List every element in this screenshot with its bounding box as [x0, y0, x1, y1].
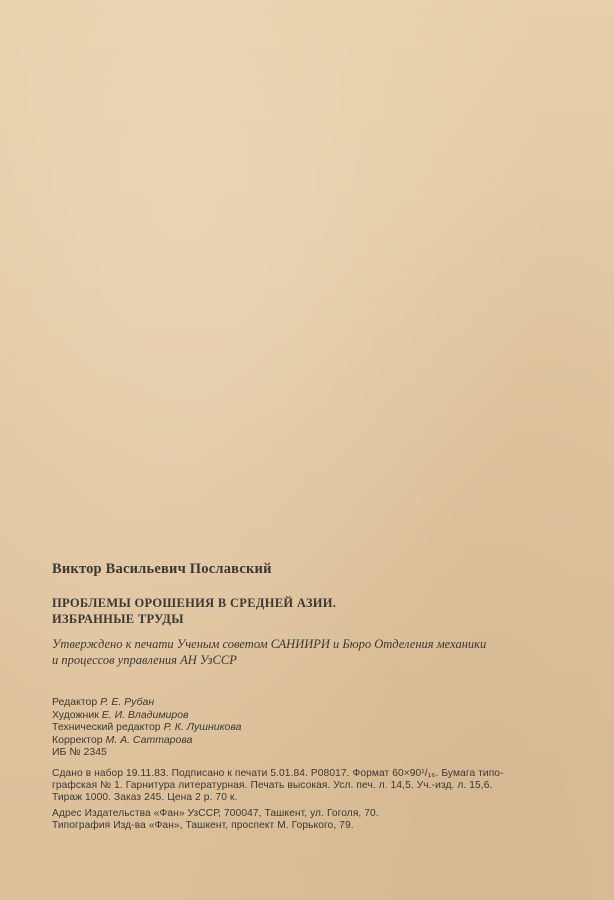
- credit-artist: [52, 709, 592, 722]
- credit-editor: [52, 696, 592, 709]
- credit-person: Е. И. Владимиров: [101, 708, 189, 721]
- ib-number: ИБ № 2345: [52, 746, 107, 758]
- staff-credits: [52, 696, 592, 746]
- approval-note: [52, 636, 592, 668]
- address-line-2: Типография Изд-ва «Фан», Ташкент, проспект М. Горького, 79.: [52, 819, 354, 831]
- title-line-2: ИЗБРАННЫЕ ТРУДЫ: [52, 612, 184, 626]
- approval-line-2: и процессов управления АН УзССР: [52, 653, 237, 667]
- print-line-2: графская № 1. Гарнитура литературная. Печать высокая. Усл. печ. л. 14,5. Уч.-изд. л. 15,6.: [52, 779, 493, 791]
- credit-person: Р. К. Лушникова: [163, 721, 242, 733]
- title-line-1: ПРОБЛЕМЫ ОРОШЕНИЯ В СРЕДНЕЙ АЗИИ.: [52, 596, 337, 610]
- author-name: Виктор Васильевич Пославский: [52, 561, 272, 577]
- credit-role: Редактор: [52, 696, 101, 708]
- credit-person: Р. Е. Рубан: [100, 696, 155, 708]
- credit-role: Художник: [52, 708, 102, 721]
- print-details: [52, 768, 592, 803]
- print-line-1: Сдано в набор 19.11.83. Подписано к печати 5.01.84. Р08017. Формат 60×90¹/₁₆. Бумага типо-: [52, 768, 504, 779]
- address-line-1: Адрес Издательства «Фан» УзССР, 700047, Ташкент, ул. Гоголя, 70.: [52, 808, 379, 819]
- approval-line-1: Утверждено к печати Ученым советом САНИИРИ и Бюро Отделения механики: [52, 637, 487, 651]
- credit-role: Корректор: [52, 733, 106, 746]
- credit-proofreader: [52, 734, 592, 747]
- print-line-3: Тираж 1000. Заказ 245. Цена 2 р. 70 к.: [52, 791, 238, 803]
- credit-person: М. А. Саттарова: [105, 733, 193, 746]
- book-title: [52, 595, 592, 627]
- publisher-address: [52, 808, 592, 832]
- credit-role: Технический редактор: [52, 721, 164, 733]
- credit-tech-editor: [52, 721, 592, 734]
